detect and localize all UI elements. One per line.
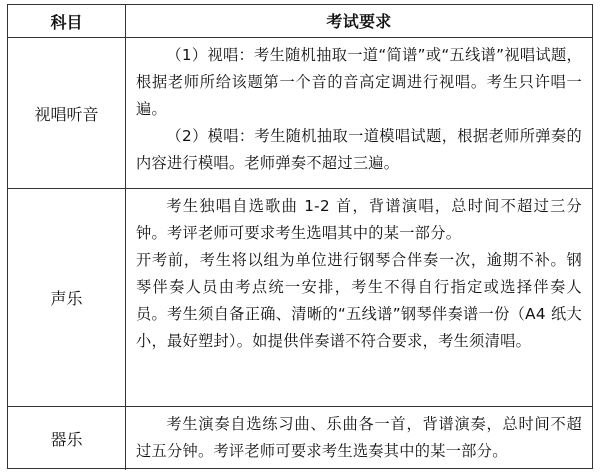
- requirement-paragraph: 考生演奏自选练习曲、乐曲各一首，背谱演奏，总时间不超过五分钟。考评老师可要求考生选奏其中的某一部分。: [136, 415, 582, 460]
- requirement-paragraph: 考生独唱自选歌曲 1-2 首，背谱演唱，总时间不超过三分钟。考评老师可要求考生选唱其中的某一部分。: [136, 197, 582, 242]
- requirements-vocal: [126, 189, 592, 406]
- exam-requirements-table: [7, 4, 593, 469]
- table-header-row: [8, 5, 592, 38]
- requirement-paragraph: （1）视唱：考生随机抽取一道“简谱”或“五线谱”视唱试题，根据老师所给该题第一个音的音高定调进行视唱。考生只许唱一遍。: [136, 46, 582, 118]
- subject-vocal: 声乐: [8, 189, 126, 406]
- requirement-paragraph: （2）模唱：考生随机抽取一道模唱试题，根据老师所弹奏的内容进行模唱。老师弹奏不超过三遍。: [136, 127, 582, 172]
- header-subject: 科目: [8, 5, 126, 37]
- subject-instrumental: 器乐: [8, 407, 126, 470]
- requirements-sight-singing: [126, 38, 592, 188]
- header-requirements: 考试要求: [326, 11, 392, 31]
- table-row-instrumental: [8, 407, 592, 470]
- requirement-paragraph: 开考前，考生将以组为单位进行钢琴合伴奏一次，逾期不补。钢琴伴奏人员由考点统一安排，考生不得自行指定或选择伴奏人员。考生须自备正确、清晰的“五线谱”钢琴伴奏谱一份（A4 纸大小，最好塑封）。如提供伴奏谱不符合要求，考生须清唱。: [136, 251, 582, 350]
- table-row-vocal: [8, 189, 592, 407]
- subject-sight-singing: 视唱听音: [8, 38, 126, 188]
- table-row-sight-singing: [8, 38, 592, 189]
- requirements-instrumental: [126, 407, 592, 470]
